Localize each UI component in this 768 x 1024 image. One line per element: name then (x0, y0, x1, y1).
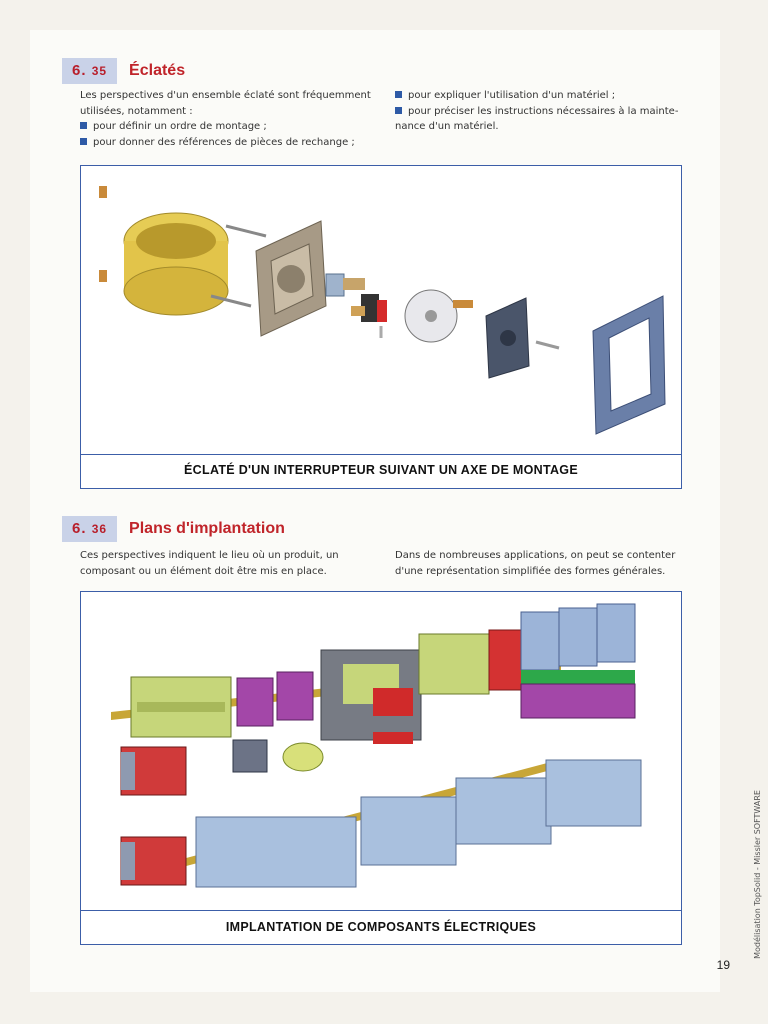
bullet-icon (395, 91, 402, 98)
section1-left-text (80, 88, 380, 150)
implantation-figure (80, 591, 682, 945)
clip-part (99, 186, 107, 198)
section1-right-text (395, 88, 695, 135)
text-line: d'une représentation simplifiée des formes générales. (395, 565, 666, 577)
bullet-icon (80, 122, 87, 129)
text-line: Dans de nombreuses applications, on peut se contenter (395, 550, 676, 561)
section-title: Éclatés (129, 62, 186, 79)
section-number: 6. 35 (62, 58, 117, 84)
section-title: Plans d'implantation (129, 520, 285, 537)
bullet-item: pour préciser les instructions nécessaires à la mainte- (395, 104, 695, 120)
text-line: Les perspectives d'un ensemble éclaté sont fréquemment (80, 90, 371, 101)
bullet-icon (80, 138, 87, 145)
section-heading-plans (62, 516, 285, 542)
section2-right-text (395, 548, 695, 579)
section-heading-eclates (62, 58, 185, 84)
text-line: utilisées, notamment : (80, 105, 193, 117)
caption-divider (81, 454, 681, 455)
bullet-item: pour donner des références de pièces de rechange ; (80, 135, 380, 151)
bullet-icon (395, 107, 402, 114)
bullet-item: pour expliquer l'utilisation d'un matériel ; (395, 88, 695, 104)
page-number: 19 (716, 958, 730, 972)
text-line: Ces perspectives indiquent le lieu où un produit, un (80, 550, 339, 561)
section-number: 6. 36 (62, 516, 117, 542)
clip-part (99, 270, 107, 282)
exploded-view-figure (80, 165, 682, 489)
caption-divider (81, 910, 681, 911)
exploded-switch-illustration (81, 166, 681, 454)
figure-caption: IMPLANTATION DE COMPOSANTS ÉLECTRIQUES (225, 920, 537, 934)
text-line: nance d'un matériel. (395, 121, 499, 132)
bullet-item: pour définir un ordre de montage ; (80, 119, 380, 135)
electrical-components-illustration (81, 592, 681, 910)
credit-text: Modélisation TopSolid - Missler SOFTWARE (753, 790, 762, 959)
figure-caption: ÉCLATÉ D'UN INTERRUPTEUR SUIVANT UN AXE DE MONTAGE (184, 463, 578, 477)
text-line: composant ou un élément doit être mis en place. (80, 565, 327, 577)
section2-left-text (80, 548, 380, 579)
